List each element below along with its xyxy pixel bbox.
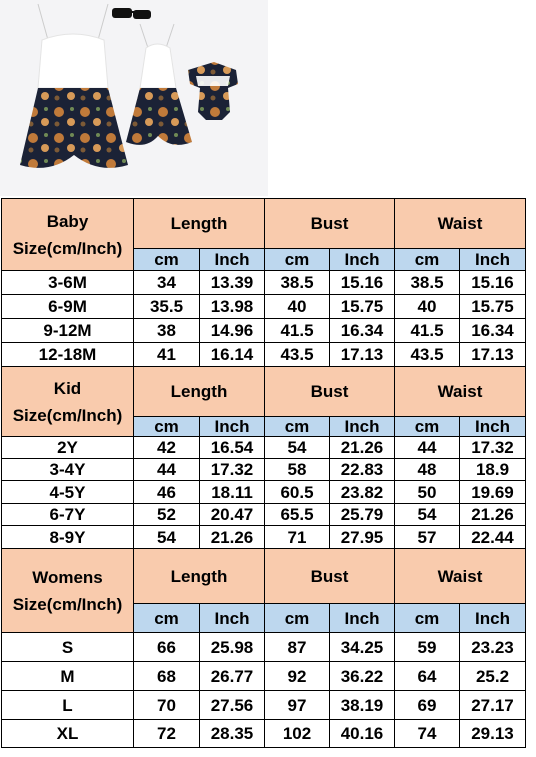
- header-waist: Waist: [395, 199, 526, 249]
- measurement-cell: 54: [265, 437, 330, 459]
- measurement-cell: 40: [265, 295, 330, 319]
- size-label-cell: 6-7Y: [2, 504, 134, 526]
- unit-cell: cm: [134, 604, 200, 633]
- size-label-cell: M: [2, 662, 134, 691]
- measurement-cell: 52: [134, 504, 200, 526]
- sunglasses-icon: [112, 8, 151, 19]
- unit-cell: Inch: [330, 249, 395, 271]
- measurement-cell: 16.34: [330, 319, 395, 343]
- measurement-cell: 43.5: [265, 343, 330, 367]
- header-bust: Bust: [265, 549, 395, 604]
- measurement-cell: 26.77: [200, 662, 265, 691]
- section-title: Baby: [46, 211, 89, 231]
- unit-cell: cm: [265, 604, 330, 633]
- measurement-cell: 22.44: [460, 526, 526, 549]
- section-label-cell: [2, 367, 134, 437]
- size-label-cell: 4-5Y: [2, 481, 134, 504]
- measurement-cell: 28.35: [200, 720, 265, 748]
- measurement-cell: 17.32: [460, 437, 526, 459]
- measurement-cell: 42: [134, 437, 200, 459]
- size-chart-table: [1, 198, 526, 748]
- measurement-cell: 13.39: [200, 271, 265, 295]
- measurement-cell: 17.13: [460, 343, 526, 367]
- section-header-row: [2, 367, 526, 417]
- measurement-cell: 44: [134, 459, 200, 481]
- unit-cell: cm: [395, 249, 460, 271]
- unit-cell: cm: [265, 417, 330, 437]
- header-length: Length: [134, 199, 265, 249]
- measurement-cell: 38.19: [330, 691, 395, 720]
- size-row: [2, 271, 526, 295]
- size-row: [2, 504, 526, 526]
- measurement-cell: 60.5: [265, 481, 330, 504]
- measurement-cell: 64: [395, 662, 460, 691]
- measurement-cell: 34: [134, 271, 200, 295]
- unit-cell: Inch: [330, 417, 395, 437]
- section-subtitle: Size(cm/Inch): [12, 594, 123, 614]
- unit-cell: cm: [395, 604, 460, 633]
- unit-cell: Inch: [460, 249, 526, 271]
- size-label-cell: 2Y: [2, 437, 134, 459]
- section-title: Kid: [53, 378, 82, 398]
- unit-cell: Inch: [200, 417, 265, 437]
- measurement-cell: 16.14: [200, 343, 265, 367]
- measurement-cell: 25.79: [330, 504, 395, 526]
- measurement-cell: 18.9: [460, 459, 526, 481]
- size-row: [2, 459, 526, 481]
- measurement-cell: 20.47: [200, 504, 265, 526]
- measurement-cell: 21.26: [460, 504, 526, 526]
- measurement-cell: 23.23: [460, 633, 526, 662]
- section-subtitle: Size(cm/Inch): [12, 238, 123, 258]
- measurement-cell: 38.5: [395, 271, 460, 295]
- section-label-cell: [2, 549, 134, 633]
- unit-cell: cm: [395, 417, 460, 437]
- measurement-cell: 71: [265, 526, 330, 549]
- measurement-cell: 87: [265, 633, 330, 662]
- measurement-cell: 17.32: [200, 459, 265, 481]
- measurement-cell: 70: [134, 691, 200, 720]
- size-row: [2, 633, 526, 662]
- size-row: [2, 662, 526, 691]
- unit-cell: Inch: [200, 249, 265, 271]
- measurement-cell: 38: [134, 319, 200, 343]
- measurement-cell: 66: [134, 633, 200, 662]
- unit-cell: Inch: [200, 604, 265, 633]
- measurement-cell: 17.13: [330, 343, 395, 367]
- section-subtitle: Size(cm/Inch): [12, 405, 123, 425]
- measurement-cell: 41.5: [395, 319, 460, 343]
- measurement-cell: 27.17: [460, 691, 526, 720]
- measurement-cell: 46: [134, 481, 200, 504]
- baby-romper: [188, 62, 238, 120]
- section-label: [2, 564, 133, 618]
- section-label-cell: [2, 199, 134, 271]
- size-row: [2, 295, 526, 319]
- measurement-cell: 22.83: [330, 459, 395, 481]
- header-bust: Bust: [265, 367, 395, 417]
- measurement-cell: 65.5: [265, 504, 330, 526]
- measurement-cell: 36.22: [330, 662, 395, 691]
- measurement-cell: 13.98: [200, 295, 265, 319]
- measurement-cell: 15.75: [460, 295, 526, 319]
- kids-romper: [126, 24, 192, 145]
- size-label-cell: 8-9Y: [2, 526, 134, 549]
- measurement-cell: 34.25: [330, 633, 395, 662]
- size-row: [2, 437, 526, 459]
- measurement-cell: 50: [395, 481, 460, 504]
- section-header-row: [2, 199, 526, 249]
- size-row: [2, 720, 526, 748]
- measurement-cell: 15.16: [330, 271, 395, 295]
- measurement-cell: 54: [395, 504, 460, 526]
- unit-cell: Inch: [330, 604, 395, 633]
- measurement-cell: 16.54: [200, 437, 265, 459]
- measurement-cell: 72: [134, 720, 200, 748]
- measurement-cell: 40: [395, 295, 460, 319]
- header-bust: Bust: [265, 199, 395, 249]
- measurement-cell: 25.2: [460, 662, 526, 691]
- measurement-cell: 19.69: [460, 481, 526, 504]
- unit-cell: Inch: [460, 417, 526, 437]
- size-label-cell: S: [2, 633, 134, 662]
- measurement-cell: 23.82: [330, 481, 395, 504]
- womens-romper: [20, 4, 128, 168]
- measurement-cell: 29.13: [460, 720, 526, 748]
- section-title: Womens: [32, 567, 103, 587]
- measurement-cell: 92: [265, 662, 330, 691]
- measurement-cell: 43.5: [395, 343, 460, 367]
- header-length: Length: [134, 367, 265, 417]
- measurement-cell: 38.5: [265, 271, 330, 295]
- measurement-cell: 41: [134, 343, 200, 367]
- measurement-cell: 69: [395, 691, 460, 720]
- measurement-cell: 59: [395, 633, 460, 662]
- measurement-cell: 14.96: [200, 319, 265, 343]
- size-label-cell: XL: [2, 720, 134, 748]
- section-label: [2, 375, 133, 429]
- measurement-cell: 21.26: [200, 526, 265, 549]
- size-label-cell: 9-12M: [2, 319, 134, 343]
- product-photo: [0, 0, 268, 196]
- size-row: [2, 526, 526, 549]
- measurement-cell: 25.98: [200, 633, 265, 662]
- header-length: Length: [134, 549, 265, 604]
- size-chart-body: [2, 199, 526, 748]
- measurement-cell: 27.56: [200, 691, 265, 720]
- size-label-cell: L: [2, 691, 134, 720]
- section-label: [2, 208, 133, 262]
- measurement-cell: 102: [265, 720, 330, 748]
- size-row: [2, 319, 526, 343]
- unit-cell: cm: [134, 417, 200, 437]
- header-waist: Waist: [395, 367, 526, 417]
- size-row: [2, 481, 526, 504]
- measurement-cell: 15.16: [460, 271, 526, 295]
- measurement-cell: 18.11: [200, 481, 265, 504]
- measurement-cell: 41.5: [265, 319, 330, 343]
- measurement-cell: 40.16: [330, 720, 395, 748]
- size-row: [2, 343, 526, 367]
- size-label-cell: 12-18M: [2, 343, 134, 367]
- measurement-cell: 15.75: [330, 295, 395, 319]
- unit-cell: cm: [134, 249, 200, 271]
- measurement-cell: 44: [395, 437, 460, 459]
- measurement-cell: 54: [134, 526, 200, 549]
- size-label-cell: 3-6M: [2, 271, 134, 295]
- product-illustration: [0, 0, 268, 196]
- measurement-cell: 48: [395, 459, 460, 481]
- size-label-cell: 3-4Y: [2, 459, 134, 481]
- header-waist: Waist: [395, 549, 526, 604]
- measurement-cell: 57: [395, 526, 460, 549]
- measurement-cell: 21.26: [330, 437, 395, 459]
- section-header-row: [2, 549, 526, 604]
- measurement-cell: 58: [265, 459, 330, 481]
- measurement-cell: 35.5: [134, 295, 200, 319]
- unit-cell: Inch: [460, 604, 526, 633]
- measurement-cell: 74: [395, 720, 460, 748]
- measurement-cell: 97: [265, 691, 330, 720]
- measurement-cell: 68: [134, 662, 200, 691]
- size-row: [2, 691, 526, 720]
- size-label-cell: 6-9M: [2, 295, 134, 319]
- measurement-cell: 27.95: [330, 526, 395, 549]
- unit-cell: cm: [265, 249, 330, 271]
- measurement-cell: 16.34: [460, 319, 526, 343]
